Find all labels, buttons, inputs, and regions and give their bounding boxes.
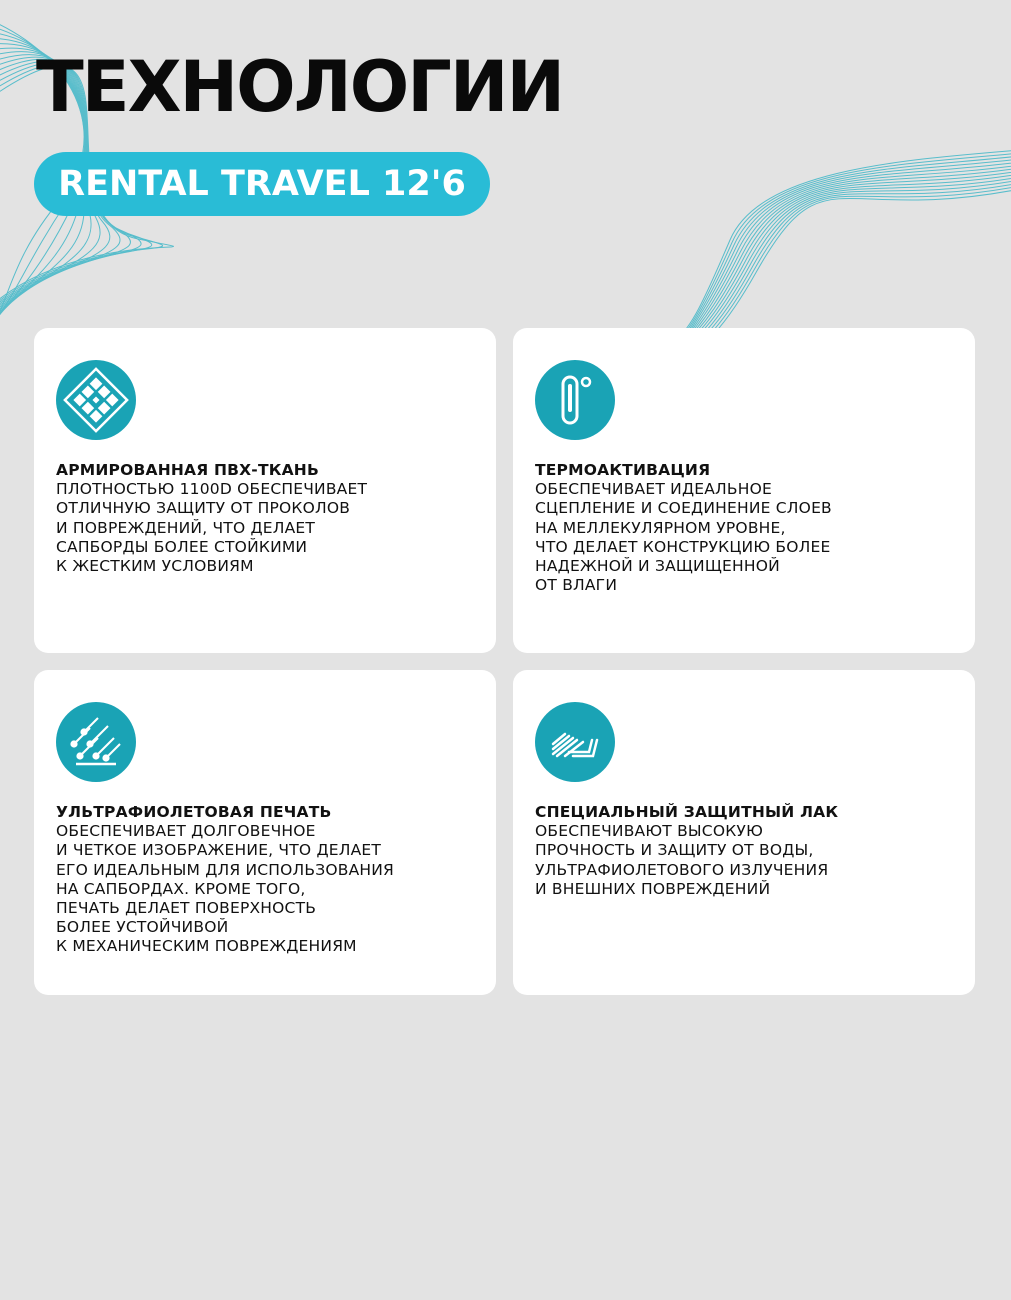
layers-coating-icon: [535, 702, 615, 782]
card-description: ОБЕСПЕЧИВАЕТ ДОЛГОВЕЧНОЕ И ЧЕТКОЕ ИЗОБРАЖЕНИЕ, ЧТО ДЕЛАЕТ ЕГО ИДЕАЛЬНЫМ ДЛЯ ИСПОЛЬЗОВАНИЯ НА САПБОРДАХ. КРОМЕ ТОГО, ПЕЧАТЬ ДЕЛАЕТ ПОВЕРХНОСТЬ БОЛЕЕ УСТОЙЧИВОЙ К МЕХАНИЧЕСКИМ ПОВРЕЖДЕНИЯМ: [56, 822, 395, 956]
feature-card-pvc-fabric: [34, 328, 496, 653]
feature-card-uv-print: [34, 670, 496, 995]
background-wave-line: [689, 162, 1011, 340]
product-badge: RENTAL TRAVEL 12'6: [34, 152, 490, 216]
card-heading: АРМИРОВАННАЯ ПВХ-ТКАНЬ: [56, 461, 319, 479]
card-description: ОБЕСПЕЧИВАЕТ ИДЕАЛЬНОЕ СЦЕПЛЕНИЕ И СОЕДИНЕНИЕ СЛОЕВ НА МЕЛЛЕКУЛЯРНОМ УРОВНЕ, ЧТО ДЕЛАЕТ КОНСТРУКЦИЮ БОЛЕЕ НАДЕЖНОЙ И ЗАЩИЩЕННОЙ ОТ ВЛАГИ: [535, 480, 832, 595]
feature-card-thermoactivation: [513, 328, 975, 653]
card-heading: СПЕЦИАЛЬНЫЙ ЗАЩИТНЫЙ ЛАК: [535, 803, 839, 821]
background-wave-line: [694, 189, 1011, 340]
page-title: ТЕХНОЛОГИИ: [36, 46, 564, 128]
feature-card-protective-lacquer: [513, 670, 975, 995]
fabric-pattern-icon: [56, 360, 136, 440]
card-description: ОБЕСПЕЧИВАЮТ ВЫСОКУЮ ПРОЧНОСТЬ И ЗАЩИТУ ОТ ВОДЫ, УЛЬТРАФИОЛЕТОВОГО ИЗЛУЧЕНИЯ И ВНЕШНИХ ПОВРЕЖДЕНИЙ: [535, 822, 829, 898]
thermometer-icon: [535, 360, 615, 440]
uv-rays-icon: [56, 702, 136, 782]
background-wave-line: [694, 180, 1011, 340]
card-heading: УЛЬТРАФИОЛЕТОВАЯ ПЕЧАТЬ: [56, 803, 332, 821]
card-heading: ТЕРМОАКТИВАЦИЯ: [535, 461, 711, 479]
background-wave-line: [693, 177, 1011, 340]
card-description: ПЛОТНОСТЬЮ 1100D ОБЕСПЕЧИВАЕТ ОТЛИЧНУЮ ЗАЩИТУ ОТ ПРОКОЛОВ И ПОВРЕЖДЕНИЙ, ЧТО ДЕЛАЕТ САПБОРДЫ БОЛЕЕ СТОЙКИМИ К ЖЕСТКИМ УСЛОВИЯМ: [56, 480, 368, 576]
background-wave-line: [694, 186, 1011, 340]
